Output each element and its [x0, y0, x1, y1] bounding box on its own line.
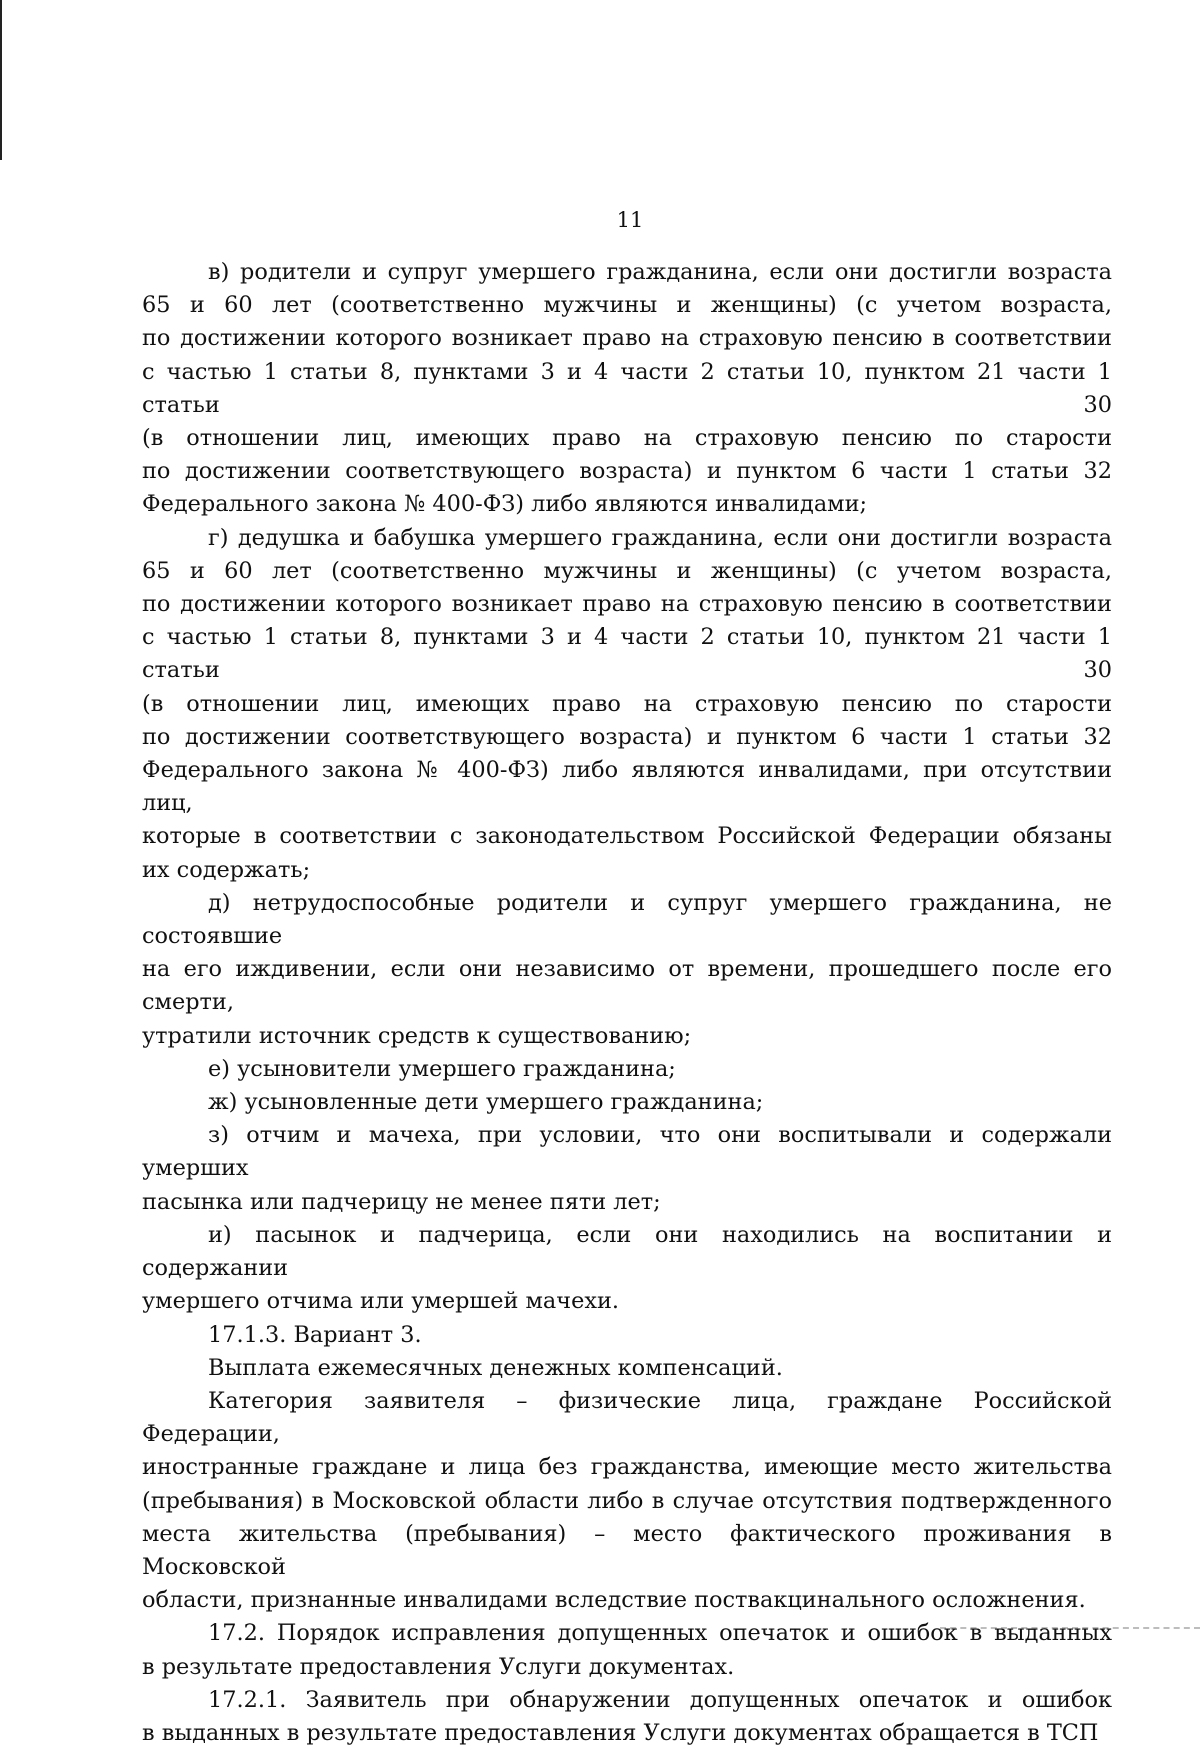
text-line: ж) усыновленные дети умершего гражданина; [208, 1089, 764, 1116]
text-line: 17.2. Порядок исправления допущенных опечаток и ошибок в выданных [208, 1620, 1112, 1647]
paragraph-d [142, 887, 1112, 1053]
document-body [142, 256, 1112, 1750]
text-line: (в отношении лиц, имеющих право на страховую пенсию по старости [142, 690, 1112, 717]
page-number: 11 [616, 208, 644, 232]
paragraph-payout [142, 1352, 1112, 1385]
text-line: Федерального закона № 400-ФЗ) либо являются инвалидами, при отсутствии лиц, [142, 757, 1112, 817]
text-line: которые в соответствии с законодательством Российской Федерации обязаны [142, 823, 1112, 850]
text-line: 17.1.3. Вариант 3. [208, 1321, 422, 1348]
text-line: их содержать; [142, 856, 311, 883]
text-line: 65 и 60 лет (соответственно мужчины и женщины) (с учетом возраста, [142, 557, 1112, 584]
paragraph-z [142, 1119, 1112, 1219]
paragraph-e [142, 1053, 1112, 1086]
paragraph-s1713 [142, 1319, 1112, 1352]
paragraph-i [142, 1219, 1112, 1319]
text-line: з) отчим и мачеха, при условии, что они воспитывали и содержали умерших [142, 1122, 1112, 1182]
text-line: г) дедушка и бабушка умершего гражданина, если они достигли возраста [208, 524, 1112, 551]
scan-left-edge [0, 0, 2, 160]
paragraph-g [142, 522, 1112, 887]
text-line: в результате предоставления Услуги документах. [142, 1653, 735, 1680]
text-line: в) родители и супруг умершего гражданина, если они достигли возраста [208, 259, 1112, 285]
text-line: Категория заявителя – физические лица, граждане Российской Федерации, [142, 1387, 1112, 1448]
text-line: (пребывания) в Московской области либо в случае отсутствия подтвержденного [142, 1487, 1112, 1514]
text-line: е) усыновители умершего гражданина; [208, 1055, 676, 1082]
text-line: с частью 1 статьи 8, пунктами 3 и 4 части 2 статьи 10, пунктом 21 части 1 статьи 30 [142, 358, 1112, 418]
text-line: (в отношении лиц, имеющих право на страховую пенсию по старости [142, 425, 1112, 452]
paragraph-s1721 [142, 1684, 1112, 1750]
text-line: Федерального закона № 400-ФЗ) либо являются инвалидами; [142, 491, 868, 518]
paragraph-s172 [142, 1617, 1112, 1683]
text-line: по достижении которого возникает право на страховую пенсию в соответствии [142, 325, 1112, 352]
text-line: места жительства (пребывания) – место фактического проживания в Московской [142, 1520, 1112, 1580]
text-line: пасынка или падчерицу не менее пяти лет; [142, 1188, 661, 1215]
paragraph-category [142, 1385, 1112, 1617]
text-line: д) нетрудоспособные родители и супруг умершего гражданина, не состоявшие [142, 889, 1112, 950]
text-line: на его иждивении, если они независимо от времени, прошедшего после его смерти, [142, 956, 1112, 1016]
text-line: по достижении которого возникает право на страховую пенсию в соответствии [142, 591, 1112, 618]
paragraph-v [142, 256, 1112, 522]
text-line: 65 и 60 лет (соответственно мужчины и женщины) (с учетом возраста, [142, 292, 1112, 319]
text-line: 17.2.1. Заявитель при обнаружении допущенных опечаток и ошибок [208, 1686, 1112, 1713]
paragraph-zh [142, 1086, 1112, 1119]
text-line: области, признанные инвалидами вследствие поствакцинального осложнения. [142, 1587, 1086, 1614]
text-line: умершего отчима или умершей мачехи. [142, 1288, 620, 1315]
text-line: в выданных в результате предоставления Услуги документах обращается в ТСП [142, 1719, 1099, 1746]
text-line: Выплата ежемесячных денежных компенсаций. [208, 1354, 783, 1381]
text-line: иностранные граждане и лица без гражданства, имеющие место жительства [142, 1454, 1112, 1481]
text-line: по достижении соответствующего возраста) и пунктом 6 части 1 статьи 32 [142, 458, 1112, 485]
text-line: по достижении соответствующего возраста) и пунктом 6 части 1 статьи 32 [142, 723, 1112, 750]
text-line: утратили источник средств к существованию; [142, 1022, 692, 1049]
text-line: и) пасынок и падчерица, если они находились на воспитании и содержании [142, 1221, 1112, 1282]
text-line: с частью 1 статьи 8, пунктами 3 и 4 части 2 статьи 10, пунктом 21 части 1 статьи 30 [142, 624, 1112, 684]
